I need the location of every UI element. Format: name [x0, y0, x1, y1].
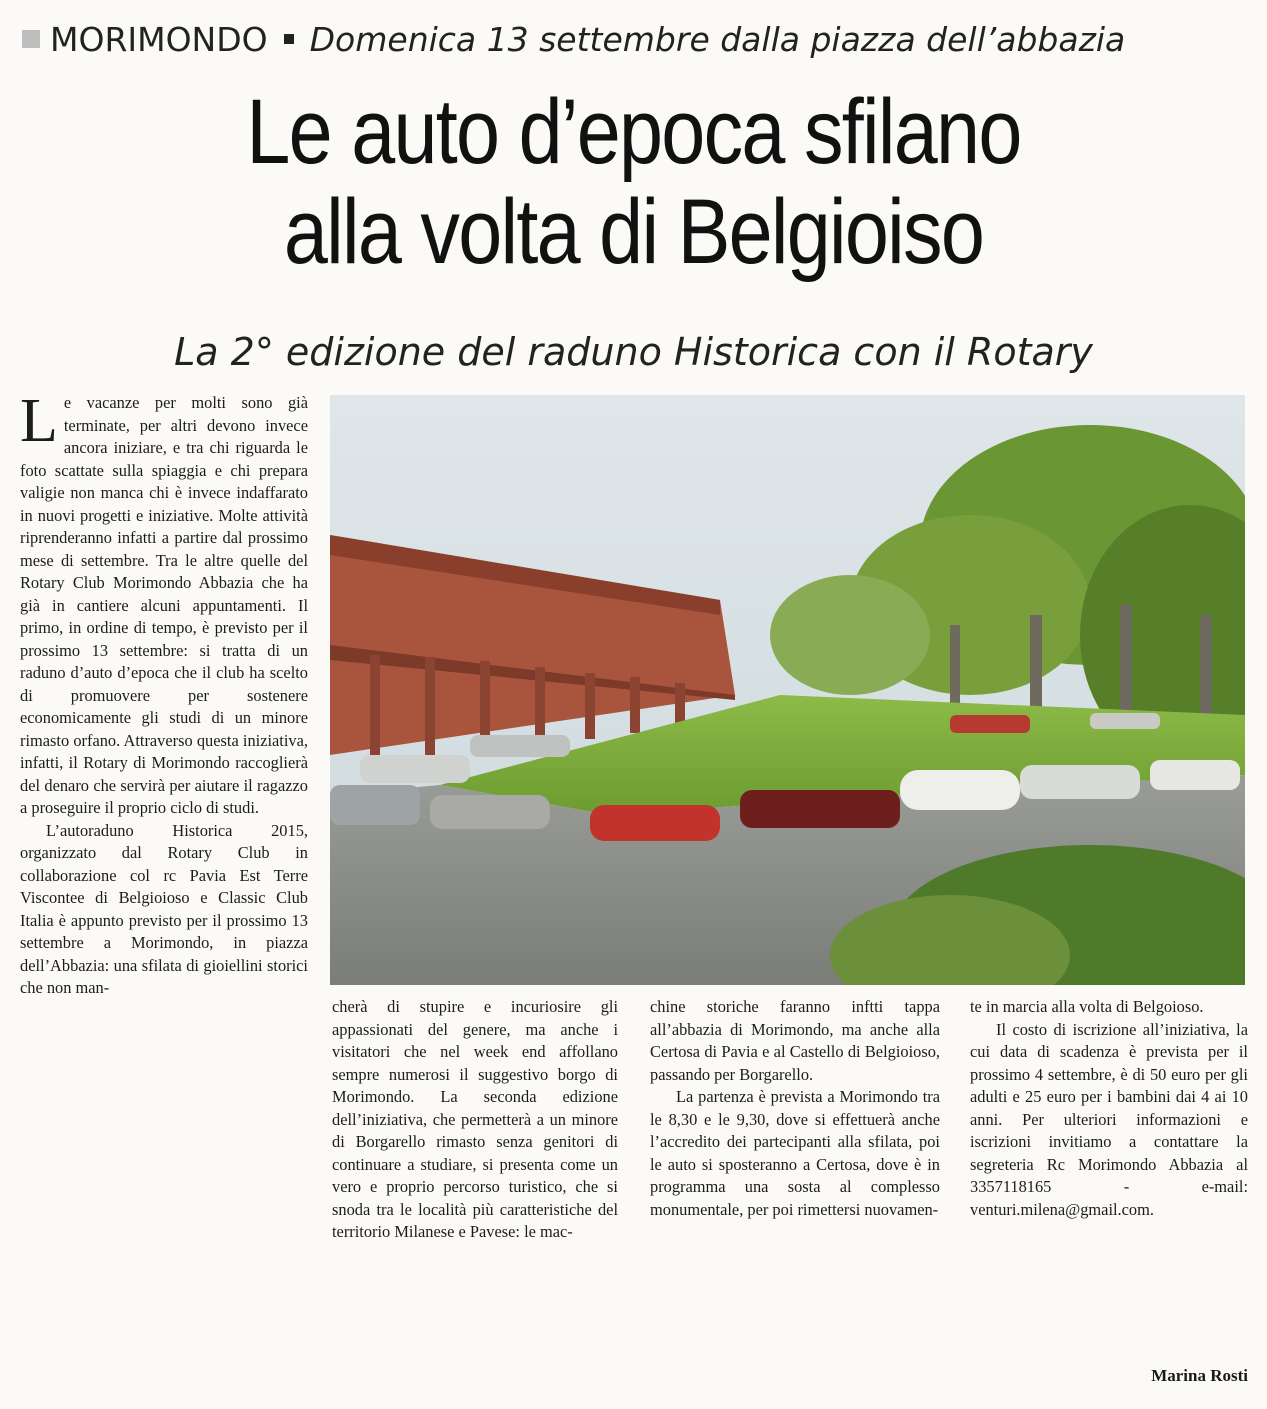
article-paragraph: L’autoraduno Historica 2015, organizzato dal Rotary Club in collaborazione col rc Pavia Est Terre Viscontee di Belgioioso e Classic Club Italia è appunto previsto per il prossimo 13 settembre a Morimondo, in piazza dell’Abbazia: una sfilata di gioiellini storici che non man-	[20, 820, 308, 997]
article-column-1	[20, 392, 308, 1397]
kicker-detail: Domenica 13 settembre dalla piazza dell’abbazia	[309, 19, 1126, 59]
abbey-square-classic-cars-photo	[330, 395, 1245, 985]
article-column-3	[650, 996, 940, 1396]
article-paragraph: te in marcia alla volta di Belgoioso.	[970, 997, 1204, 1016]
headline-line-2: alla volta di Belgioiso	[283, 181, 984, 283]
headline	[89, 82, 1179, 282]
kicker-place: MORIMONDO	[50, 19, 268, 59]
section-kicker	[22, 18, 1247, 60]
author-byline: Marina Rosti	[1151, 1366, 1248, 1385]
article-paragraph: chine storiche faranno inftti tappa all’abbazia di Morimondo, ma anche alla Certosa di Pavia e al Castello di Belgioioso, passando per Borgarello.	[650, 997, 940, 1084]
article-column-2	[332, 996, 618, 1396]
kicker-separator-icon	[284, 34, 294, 44]
article-paragraph: cherà di stupire e incuriosire gli appassionati del genere, ma anche i visitatori che nel week end affollano sempre numerosi il suggestivo borgo di Morimondo. La seconda edizione dell’iniziativa, che permetterà a un minore di Borgarello rimasto senza genitori di continuare a studiare, si presenta come un vero e proprio percorso turistico, che si snoda tra le località più caratteristiche del territorio Milanese e Pavese: le mac-	[332, 997, 618, 1241]
kicker-square-icon	[22, 30, 40, 48]
subheadline: La 2° edizione del raduno Historica con il Rotary	[174, 330, 1093, 374]
article-column-4	[970, 996, 1248, 1356]
article-paragraph: Il costo di iscrizione all’iniziativa, la cui data di scadenza è prevista per il prossimo 4 settembre, è di 50 euro per gli adulti e 25 euro per i bambini dai 4 ai 10 anni. Per ulteriori informazioni e iscrizioni invitiamo a contattare la segreteria Rc Morimondo Abbazia al 3357118165 - e-mail: venturi.milena@gmail.com.	[970, 1019, 1248, 1219]
article-paragraph: Le vacanze per molti sono già terminate, per altri devono invece ancora iniziare, e tra chi riguarda le foto scattate sulla spiaggia e chi prepara valigie non manca chi è invece indaffarato in nuovi progetti e iniziative. Molte attività riprenderanno infatti a partire dal prossimo mese di settembre. Tra le altre quelle del Rotary Club Morimondo Abbazia che ha già in cantiere alcuni appuntamenti. Il primo, in ordine di tempo, è previsto per il prossimo 13 settembre: si tratta di un raduno d’auto d’epoca che il club ha scelto di promuovere per sostenere economicamente gli studi di un minore rimasto orfano. Attraverso questa iniziativa, infatti, il Rotary di Morimondo raccoglierà del denaro che servirà per aiutare il ragazzo a proseguire il proprio ciclo di studi.	[20, 392, 308, 817]
drop-cap: L	[20, 392, 58, 455]
article-paragraph: La partenza è prevista a Morimondo tra le 8,30 e le 9,30, dove si effettuerà anche l’accredito dei partecipanti alla sfilata, poi le auto si sposteranno a Certosa, dove è in programma una sosta al complesso monumentale, per poi rimettersi nuovamen-	[650, 1087, 940, 1219]
headline-line-1: Le auto d’epoca sfilano	[246, 81, 1021, 183]
